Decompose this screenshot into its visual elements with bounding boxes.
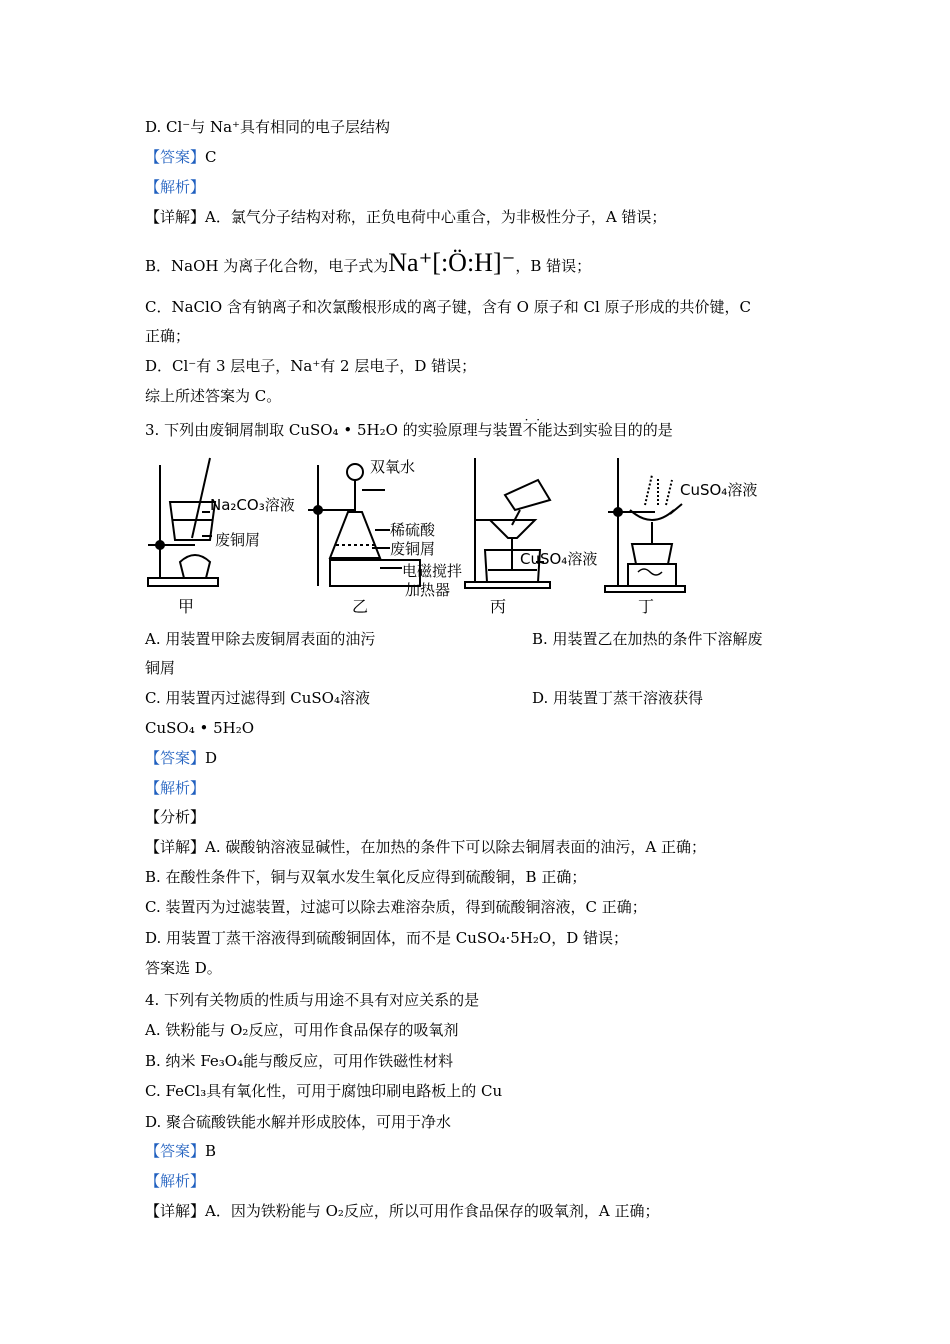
- detail-b-q2: [145, 248, 591, 281]
- yi-name: 乙: [352, 597, 369, 616]
- q3-option-a: A. 用装置甲除去废铜屑表面的油污: [145, 630, 376, 648]
- yi-label-4: 电磁搅拌: [402, 562, 463, 580]
- detail-b-text: B．NaOH 为离子化合物，电子式为: [145, 257, 389, 275]
- ding-label: CuSO₄溶液: [680, 481, 758, 499]
- detail-c-q2-a: C．NaClO 含有钠离子和次氯酸根形成的离子键，含有 O 原子和 Cl 原子形成的共价键，C: [145, 298, 752, 316]
- q4-option-c: C. FeCl₃具有氧化性，可用于腐蚀印刷电路板上的 Cu: [145, 1082, 503, 1100]
- answer-label: 【答案】: [145, 148, 206, 166]
- answer-label: 【答案】: [145, 1142, 206, 1160]
- question-3: [145, 419, 673, 441]
- bing-name: 丙: [490, 597, 507, 616]
- bing-label: CuSO₄溶液: [520, 550, 598, 568]
- apparatus-figure: [140, 450, 820, 628]
- analysis-label-q3: 【解析】: [145, 779, 206, 797]
- yi-label-1: 双氧水: [370, 458, 416, 476]
- option-d-q2: D. Cl⁻与 Na⁺具有相同的电子层结构: [145, 118, 390, 136]
- fenxi-label-q3: 【分析】: [145, 808, 206, 826]
- q4-option-d: D. 聚合硫酸铁能水解并形成胶体，可用于净水: [145, 1113, 452, 1131]
- ding-name: 丁: [638, 597, 655, 616]
- detail-a-q3: 【详解】A. 碳酸钠溶液显碱性，在加热的条件下可以除去铜屑表面的油污，A 正确；: [145, 838, 706, 856]
- jia-label-2: 废铜屑: [215, 531, 261, 549]
- q3-option-d-cont: CuSO₄ • 5H₂O: [145, 719, 255, 737]
- q3-option-b: B. 用装置乙在加热的条件下溶解废: [532, 630, 763, 648]
- analysis-label-q2: 【解析】: [145, 178, 206, 196]
- detail-c-q3: C. 装置丙为过滤装置，过滤可以除去难溶杂质，得到硫酸铜溶液，C 正确；: [145, 898, 647, 916]
- jia-name: 甲: [178, 597, 195, 616]
- question-4: 4. 下列有关物质的性质与用途不具有对应关系的是: [145, 991, 480, 1009]
- detail-d-q3: D. 用装置丁蒸干溶液得到硫酸铜固体，而不是 CuSO₄·5H₂O，D 错误；: [145, 929, 629, 947]
- answer-q4: [145, 1140, 216, 1162]
- yi-label-5: 加热器: [405, 581, 451, 599]
- detail-b-q3: B. 在酸性条件下，铜与双氧水发生氧化反应得到硫酸铜，B 正确；: [145, 868, 587, 886]
- q3-text-b: 达到实验目的的是: [552, 421, 673, 439]
- summary-q3: 答案选 D。: [145, 959, 222, 977]
- q3-text-a: 3. 下列由废铜屑制取 CuSO₄ • 5H₂O 的实验原理与装置: [145, 421, 523, 439]
- q4-option-a: A. 铁粉能与 O₂反应，可用作食品保存的吸氧剂: [145, 1021, 459, 1039]
- detail-c-q2-b: 正确；: [145, 327, 191, 345]
- yi-label-3: 废铜屑: [390, 540, 436, 558]
- q4-option-b: B. 纳米 Fe₃O₄能与酸反应，可用作铁磁性材料: [145, 1052, 454, 1070]
- detail-a-q2: 【详解】A．氯气分子结构对称，正负电荷中心重合，为非极性分子，A 错误；: [145, 208, 667, 226]
- answer-value: C: [205, 148, 217, 166]
- answer-q2: [145, 146, 217, 168]
- q3-option-c: C. 用装置丙过滤得到 CuSO₄溶液: [145, 689, 370, 707]
- answer-value: D: [205, 749, 218, 767]
- summary-q2: 综上所述答案为 C。: [145, 387, 282, 405]
- jia-label-1: Na₂CO₃溶液: [210, 496, 295, 514]
- answer-q3: [145, 747, 217, 769]
- detail-b-post: ，B 错误；: [515, 257, 592, 275]
- apparatus-svg: [140, 450, 820, 628]
- lewis-structure: Na⁺[:Ö:H]⁻: [388, 248, 516, 277]
- q3-emphasis: · · 不能: [523, 421, 553, 439]
- q3-option-d: D. 用装置丁蒸干溶液获得: [532, 689, 704, 707]
- q3-option-b-cont: 铜屑: [145, 659, 176, 677]
- answer-label: 【答案】: [145, 749, 206, 767]
- analysis-label-q4: 【解析】: [145, 1172, 206, 1190]
- detail-d-q2: D．Cl⁻有 3 层电子，Na⁺有 2 层电子，D 错误；: [145, 357, 477, 375]
- answer-value: B: [205, 1142, 217, 1160]
- detail-a-q4: 【详解】A．因为铁粉能与 O₂反应，所以可用作食品保存的吸氧剂，A 正确；: [145, 1202, 660, 1220]
- yi-label-2: 稀硫酸: [390, 521, 436, 539]
